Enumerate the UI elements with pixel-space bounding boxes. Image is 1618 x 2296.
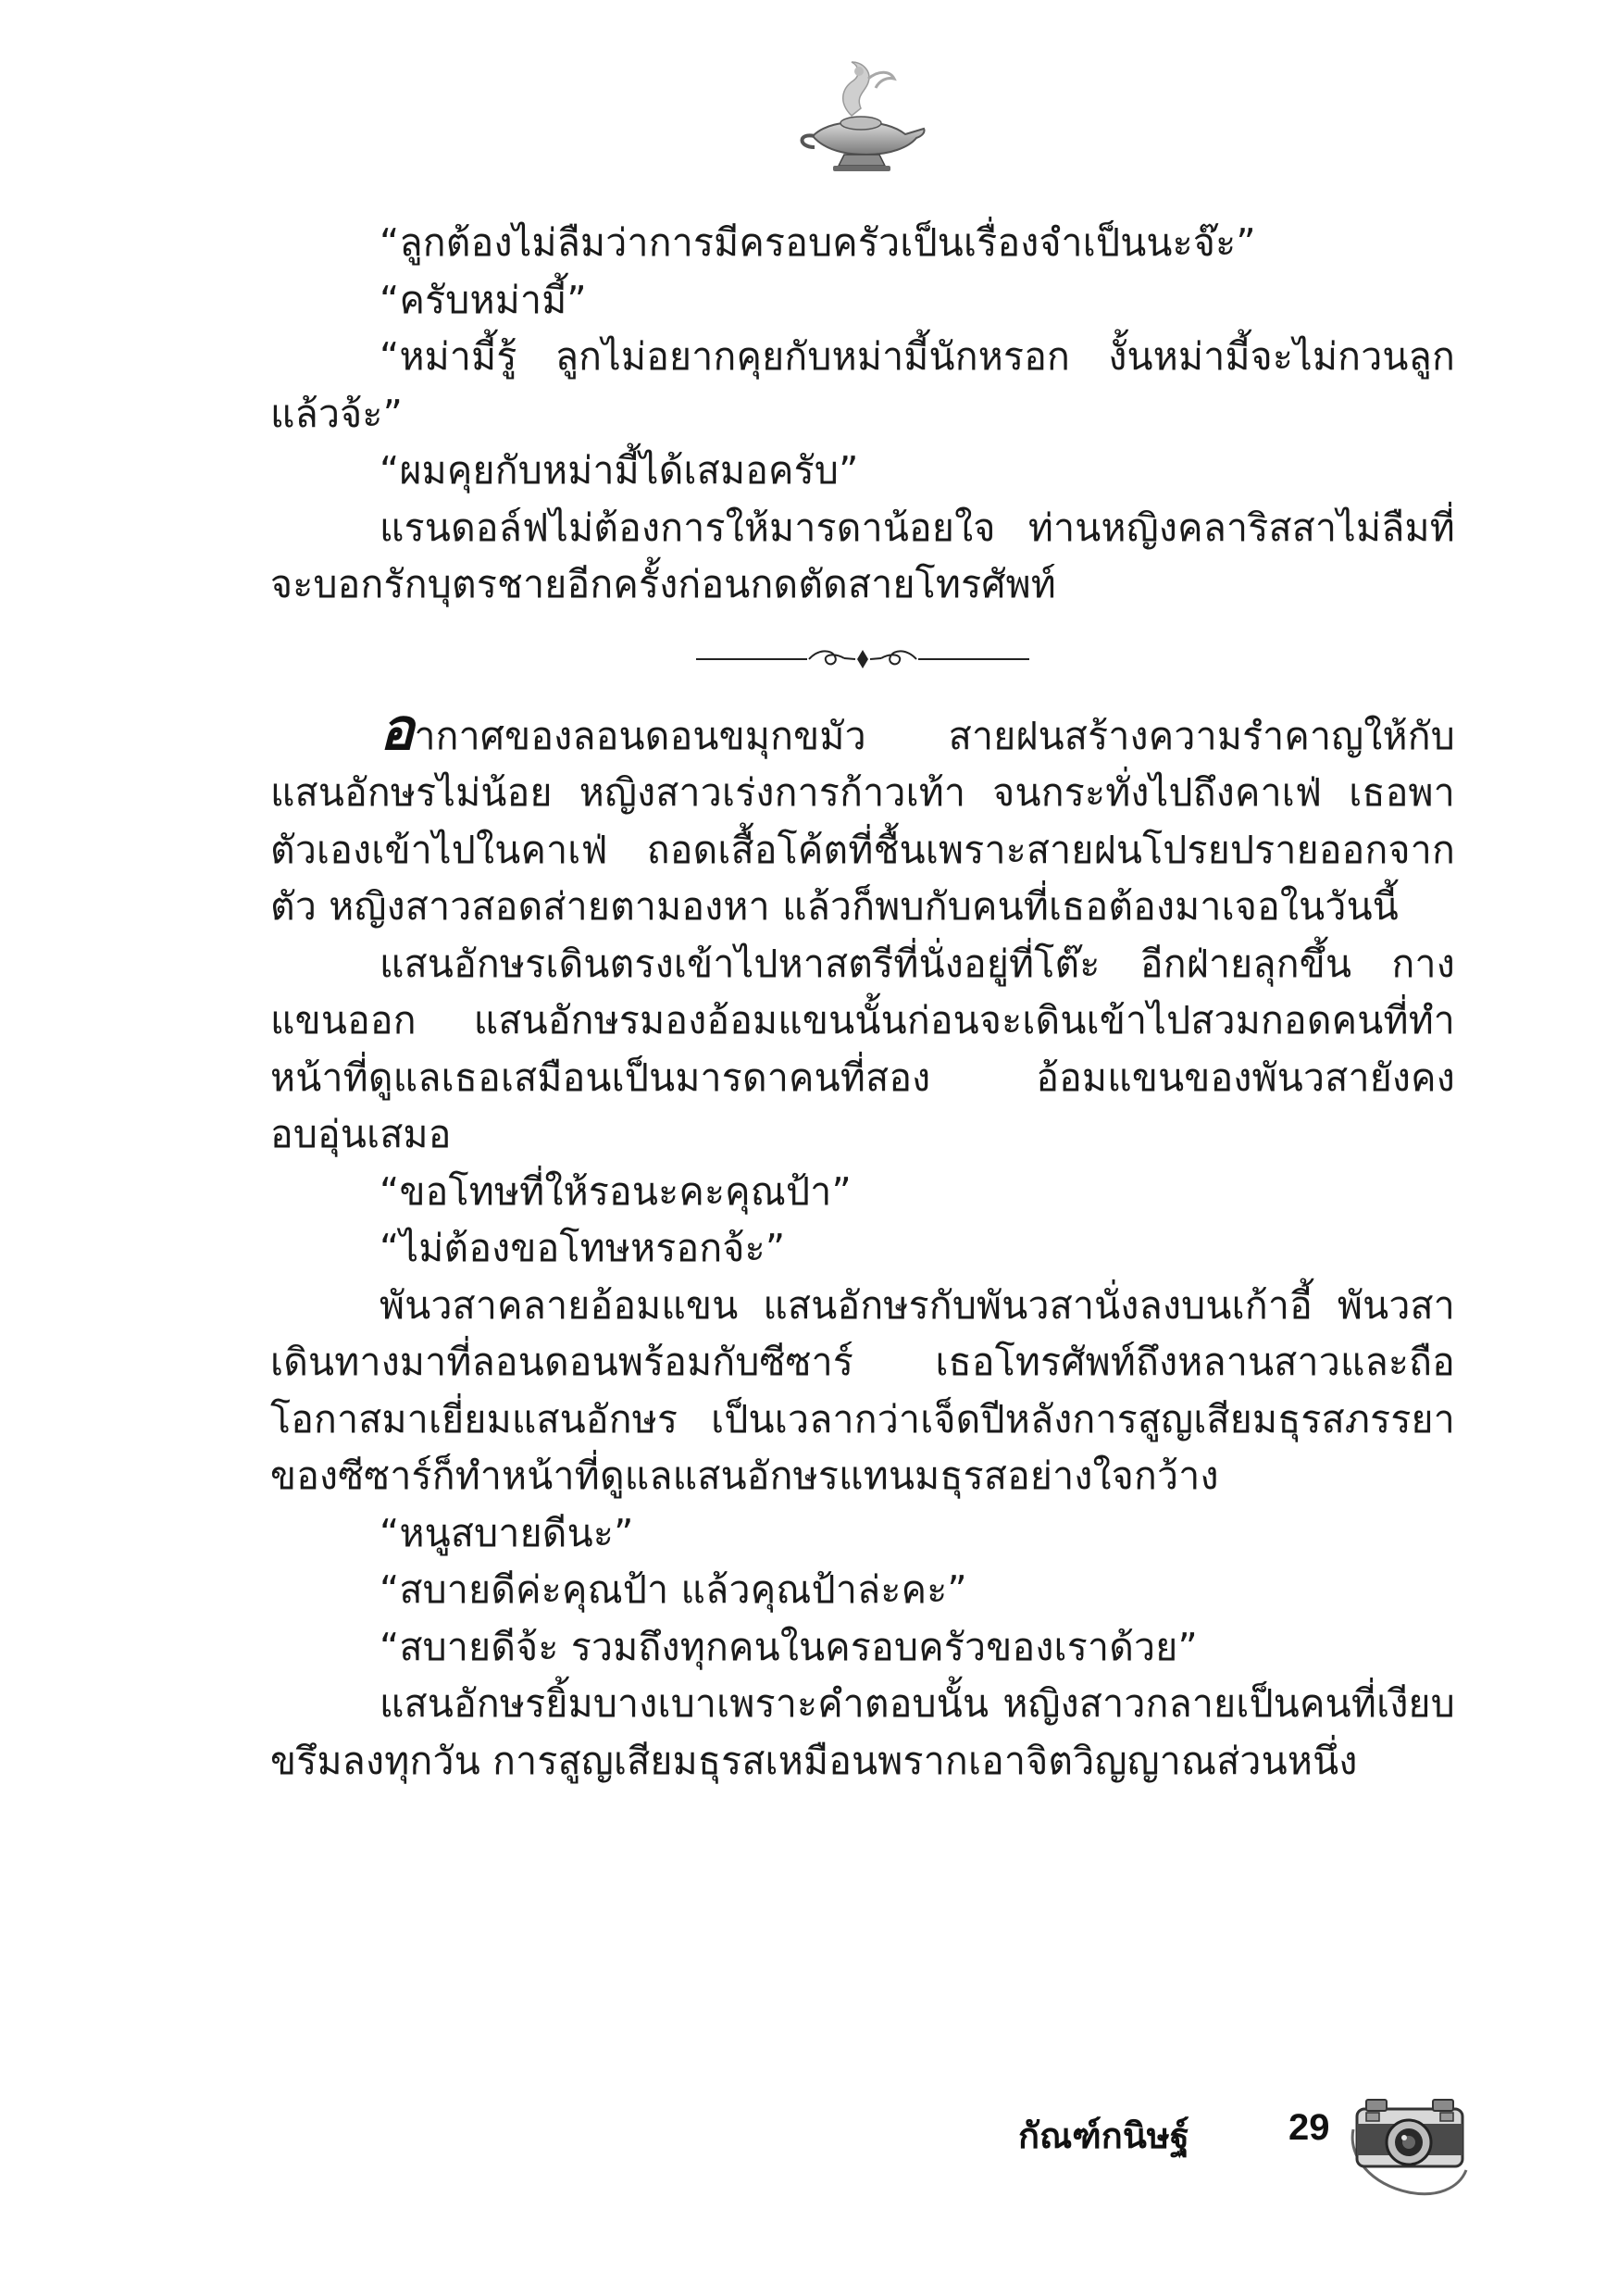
book-title: กัณฑ์กนิษฐ์ [1018, 2115, 1189, 2156]
dropcap-letter: อ [380, 694, 415, 763]
paragraph: “ครับหม่ามี้” [380, 277, 587, 322]
flourish-divider-icon [696, 645, 1029, 673]
page-number: 29 [1288, 2107, 1330, 2148]
paragraph: แสนอักษรยิ้มบางเบาเพราะคำตอบนั้น หญิงสาวกลายเป็นคนที่เงียบขรึมลงทุกวัน การสูญเสียมธุรสเหมือนพรากเอาจิตวิญญาณส่วนหนึ่ง [270, 1681, 1455, 1783]
paragraph: “ขอโทษที่ให้รอนะคะคุณป้า” [380, 1168, 852, 1214]
page-footer [1018, 2092, 1537, 2176]
dropcap-paragraph-text: ากาศของลอนดอนขมุกขมัว สายฝนสร้างความรำคาญให้กับแสนอักษรไม่น้อย หญิงสาวเร่งการก้าวเท้า จนกระทั่งไปถึงคาเฟ่ เธอพาตัวเองเข้าไปในคาเฟ่ ถอดเสื้อโค้ตที่ชื้นเพราะสายฝนโปรยปรายออกจากตัว หญิงสาวสอดส่ายตามองหา แล้วก็พบกับคนที่เธอต้องมาเจอในวันนี้ [270, 713, 1455, 929]
body-text [270, 215, 1455, 1790]
paragraph: “สบายดีจ้ะ รวมถึงทุกคนในครอบครัวของเราด้วย” [380, 1624, 1198, 1669]
paragraph: “หม่ามี้รู้ ลูกไม่อยากคุยกับหม่ามี้นักหรอก งั้นหม่ามี้จะไม่กวนลูกแล้วจ้ะ” [270, 334, 1455, 436]
section-divider [270, 614, 1455, 708]
paragraph: “ไม่ต้องขอโทษหรอกจ้ะ” [380, 1226, 786, 1270]
bottom-paragraphs [270, 936, 1455, 1791]
camera-icon [1344, 2092, 1474, 2207]
paragraph: “ผมคุยกับหม่ามี้ได้เสมอครับ” [380, 448, 859, 493]
paragraph: “สบายดีค่ะคุณป้า แล้วคุณป้าล่ะคะ” [380, 1567, 967, 1612]
paragraph: พันวสาคลายอ้อมแขน แสนอักษรกับพันวสานั่งลงบนเก้าอี้ พันวสาเดินทางมาที่ลอนดอนพร้อมกับซีซาร์ เธอโทรศัพท์ถึงหลานสาวและถือโอกาสมาเยี่ยมแสนอักษร เป็นเวลากว่าเจ็ดปีหลังการสูญเสียมธุรสภรรยาของซีซาร์ก็ทำหน้าที่ดูแลแสนอักษรแทนมธุรสอย่างใจกว้าง [270, 1282, 1455, 1498]
paragraph: แรนดอล์ฟไม่ต้องการให้มารดาน้อยใจ ท่านหญิงคลาริสสาไม่ลืมที่จะบอกรักบุตรชายอีกครั้งก่อนกดตัดสายโทรศัพท์ [270, 505, 1455, 606]
paragraph: “ลูกต้องไม่ลืมว่าการมีครอบครัวเป็นเรื่องจำเป็นนะจ๊ะ” [380, 220, 1256, 265]
dropcap-paragraph [270, 694, 1455, 936]
paragraph: แสนอักษรเดินตรงเข้าไปหาสตรีที่นั่งอยู่ที่โต๊ะ อีกฝ่ายลุกขึ้น กางแขนออก แสนอักษรมองอ้อมแขนนั้นก่อนจะเดินเข้าไปสวมกอดคนที่ทำหน้าที่ดูแลเธอเสมือนเป็นมารดาคนที่สอง อ้อมแขนของพันวสายังคงอบอุ่นเสมอ [270, 941, 1455, 1156]
paragraph: “หนูสบายดีนะ” [380, 1510, 634, 1555]
top-paragraphs [270, 215, 1455, 614]
genie-lamp-icon [787, 51, 935, 181]
